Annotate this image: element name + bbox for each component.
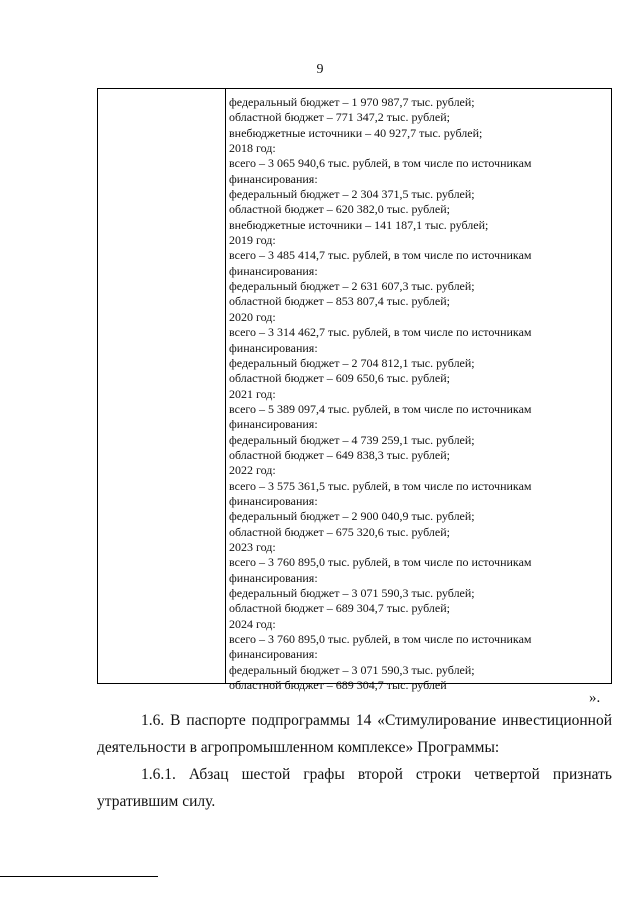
table-cell-line: областной бюджет – 649 838,3 тыс. рублей; [229,447,450,462]
table-cell-line: финансирования: [229,340,318,355]
paragraph-line: утратившим силу. [97,793,216,810]
page-number: 9 [316,62,324,77]
table-cell-line: 2020 год: [229,309,276,324]
table-cell-line: финансирования: [229,171,318,186]
table-cell-line: всего – 3 065 940,6 тыс. рублей, в том числе по источникам [229,156,532,171]
table-cell-line: внебюджетные источники – 141 187,1 тыс. рублей; [229,217,489,232]
table-cell-line: всего – 3 485 414,7 тыс. рублей, в том числе по источникам [229,248,532,263]
table-cell-line: областной бюджет – 689 304,7 тыс. рублей [229,678,447,693]
paragraph-line: деятельности в агропромышленном комплексе» Программы: [97,739,500,756]
table-cell-line: финансирования: [229,570,318,585]
table-cell-line: областной бюджет – 620 382,0 тыс. рублей; [229,202,450,217]
table-cell-line: всего – 5 389 097,4 тыс. рублей, в том числе по источникам [229,401,532,416]
table-cell-line: федеральный бюджет – 2 704 812,1 тыс. рублей; [229,355,475,370]
table-cell-line: областной бюджет – 609 650,6 тыс. рублей; [229,371,450,386]
table-cell-line: областной бюджет – 853 807,4 тыс. рублей; [229,294,450,309]
table-cell-line: федеральный бюджет – 2 900 040,9 тыс. рублей; [229,509,475,524]
paragraph-1-6-1 [97,761,612,815]
table-cell-line: всего – 3 575 361,5 тыс. рублей, в том числе по источникам [229,478,532,493]
table-cell-line: федеральный бюджет – 3 071 590,3 тыс. рублей; [229,662,475,677]
table-cell-line: областной бюджет – 771 347,2 тыс. рублей; [229,110,450,125]
paragraph-line: 1.6. В паспорте подпрограммы 14 «Стимулирование инвестиционной [141,712,612,729]
table-cell-line: федеральный бюджет – 4 739 259,1 тыс. рублей; [229,432,475,447]
table-cell-line: всего – 3 760 895,0 тыс. рублей, в том числе по источникам [229,632,532,647]
table-cell-line: 2018 год: [229,141,276,156]
table-cell-line: 2024 год: [229,616,276,631]
closing-quote: ». [589,690,601,706]
table-cell-line: всего – 3 314 462,7 тыс. рублей, в том числе по источникам [229,325,532,340]
table-cell-line: областной бюджет – 689 304,7 тыс. рублей; [229,601,450,616]
table-cell-line: федеральный бюджет – 2 304 371,5 тыс. рублей; [229,187,475,202]
table-cell-line: федеральный бюджет – 2 631 607,3 тыс. рублей; [229,279,475,294]
table-cell-line: 2023 год: [229,539,276,554]
table-cell-line: 2019 год: [229,233,276,248]
table-cell-line: 2022 год: [229,463,276,478]
table-cell-line: областной бюджет – 675 320,6 тыс. рублей; [229,524,450,539]
table-cell-line: финансирования: [229,263,318,278]
table-column-divider [225,89,226,683]
table-cell-line: федеральный бюджет – 3 071 590,3 тыс. рублей; [229,586,475,600]
table-cell-line: всего – 3 760 895,0 тыс. рублей, в том числе по источникам [229,555,532,570]
paragraph-line: 1.6.1. Абзац шестой графы второй строки четвертой признать [141,766,612,783]
table-cell-line: финансирования: [229,417,318,432]
table-cell-line: федеральный бюджет – 1 970 987,7 тыс. рублей; [229,95,475,109]
table-cell-financing-lines [229,95,607,693]
financing-table [97,88,612,693]
table-cell-line: финансирования: [229,493,318,508]
table-cell-line: финансирования: [229,647,318,662]
table-cell-line: 2021 год: [229,386,276,401]
footnote-rule [0,876,158,877]
paragraph-1-6 [97,707,612,761]
table-cell-line: внебюджетные источники – 40 927,7 тыс. рублей; [229,125,483,140]
